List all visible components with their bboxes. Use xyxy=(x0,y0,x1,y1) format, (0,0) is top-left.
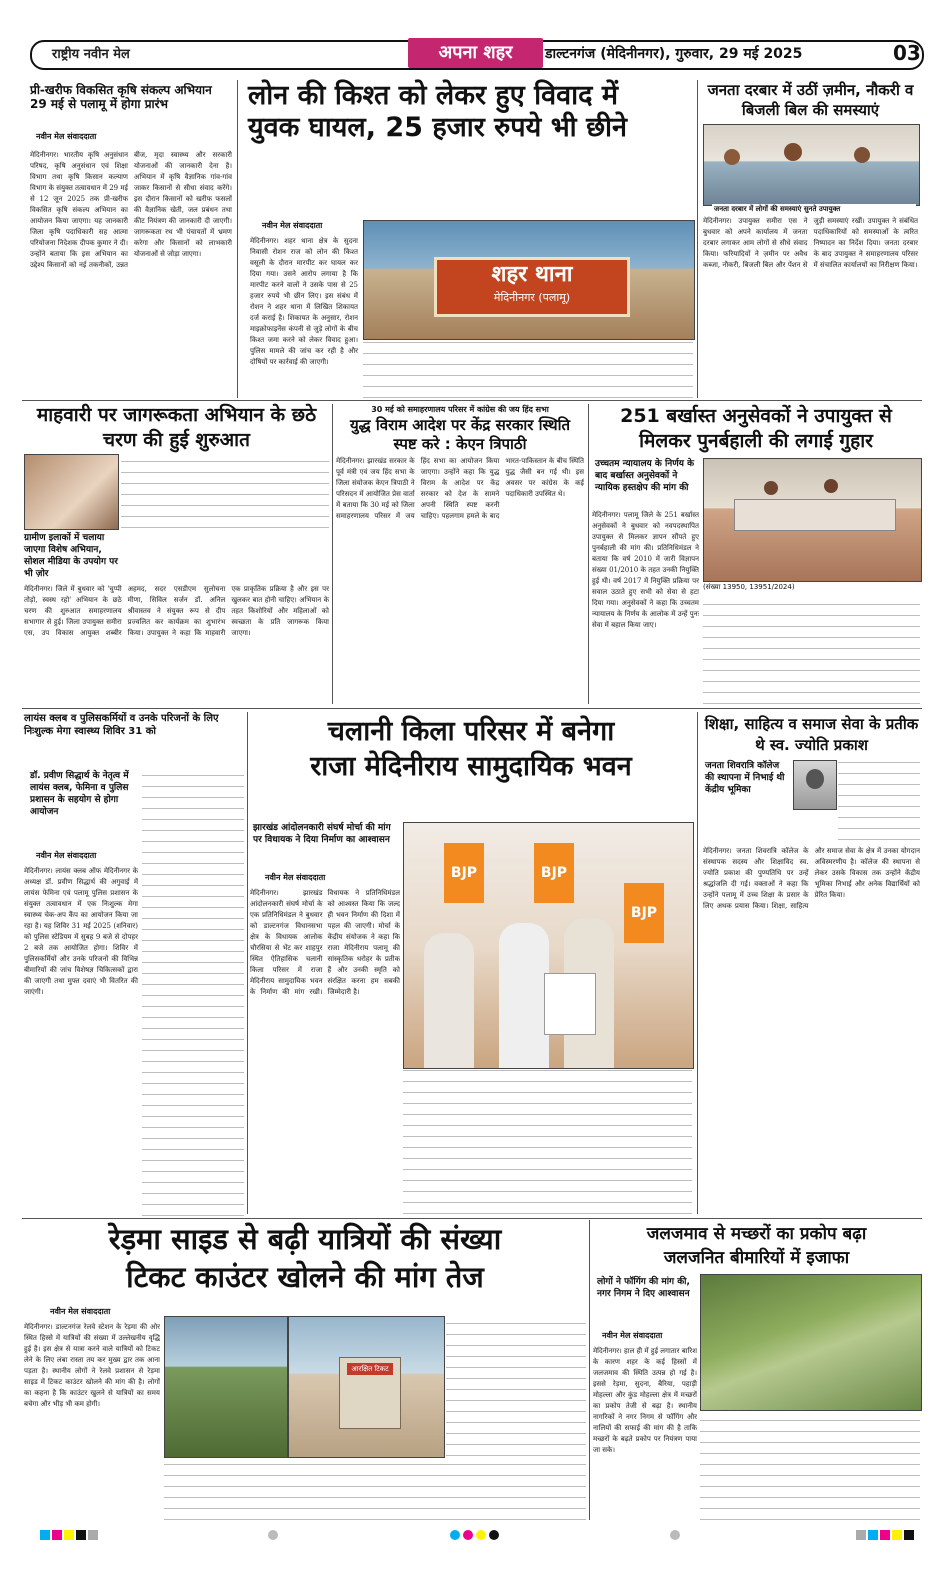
page-number: 03 xyxy=(893,41,921,65)
mahavari-body-top xyxy=(121,454,329,528)
rail-body-bottom xyxy=(164,1460,586,1520)
congress-kicker: 30 मई को समाहरणालय परिसर में कांग्रेस की जय हिंद सभा xyxy=(371,405,549,414)
print-mark xyxy=(52,1530,62,1540)
column-divider xyxy=(697,712,698,1214)
column-divider xyxy=(589,1220,590,1520)
jaljamav-headline-line2: जलजनित बीमारियों में इजाफा xyxy=(663,1248,850,1268)
lions-body-continued xyxy=(142,770,244,1216)
print-mark xyxy=(868,1530,878,1540)
bhawan-body-continued xyxy=(403,1070,692,1214)
counter-sign: आरक्षित टिकट xyxy=(347,1363,393,1375)
rail-headline xyxy=(24,1220,586,1296)
jaljamav-headline xyxy=(593,1222,920,1270)
rail-body-right xyxy=(446,1316,586,1456)
lions-sub: डॉ. प्रवीण सिद्धार्थ के नेतृत्व में लायंस क्लब, फेमिना व पुलिस प्रशासन के सहयोग से होगा आयोजन xyxy=(30,771,129,817)
print-mark xyxy=(892,1530,902,1540)
dateline: डाल्टनगंज (मेदिनीनगर), गुरुवार, 29 मई 2025 xyxy=(545,46,803,62)
jaljamav-byline: नवीन मेल संवाददाता xyxy=(602,1331,663,1340)
print-mark xyxy=(880,1530,890,1540)
krishi-headline: प्री-खरीफ विकसित कृषि संकल्प अभियान 29 मई से पलामू में होगा प्रारंभ xyxy=(30,83,212,111)
row-divider xyxy=(22,708,922,709)
rail-byline: नवीन मेल संवाददाता xyxy=(50,1307,111,1316)
lions-byline: नवीन मेल संवाददाता xyxy=(36,851,97,860)
jyoti-headline: शिक्षा, साहित्य व समाज सेवा के प्रतीक थे स्व. ज्योति प्रकाश xyxy=(704,715,919,754)
bhawan-headline xyxy=(250,714,692,784)
krishi-byline: नवीन मेल संवाददाता xyxy=(36,132,97,141)
register-dot xyxy=(450,1530,460,1540)
janta-body: मेदिनीनगर। उपायुक्त समीरा एस ने बुधवार को अपने कार्यालय में जनता दरबार लगाकर आम लोगों से सीधे संवाद किया। फरियादियों ने ज़मीन पर अवैध कब्जा, नौकरी, बिजली बिल और पेंशन से जुड़ी समस्याएं रखीं। उपायुक्त ने संबंधित पदाधिकारियों को समस्याओं के त्वरित निष्पादन का निर्देश दिया। जनता दरबार के बाद उपायुक्त ने समाहरणालय परिसर में संचालित कार्यालयों का निरीक्षण किया। xyxy=(703,217,918,269)
masthead-logo: राष्ट्रीय नवीन मेल xyxy=(52,47,130,62)
story251-caption: (संख्या 13950, 13951/2024) xyxy=(703,583,795,591)
jaljamav-body: मेदिनीनगर। हाल ही में हुई लगातार बारिश के कारण शहर के कई हिस्सों में जलजमाव की स्थिति उत्पन्न हो गई है। इससे रेड़मा, सुदना, बैरिया, पहाड़ी मोहल्ला और कुंड मोहल्ला क्षेत्र में मच्छरों का प्रकोप तेजी से बढ़ा है। स्थानीय नागरिकों ने नगर निगम से फॉगिंग और नालियों की सफाई की मांग की है ताकि मच्छरों के बढ़ते प्रकोप पर नियंत्रण पाया जा सके। xyxy=(593,1347,697,1454)
jaljamav-sub: लोगों ने फॉगिंग की मांग की, नगर निगम ने दिए आश्वासन xyxy=(597,1277,690,1299)
story251-body-continued xyxy=(703,594,920,704)
congress-headline: युद्ध विराम आदेश पर केंद्र सरकार स्थिति स्पष्ट करे : केएन त्रिपाठी xyxy=(349,416,571,453)
police-sign-text: शहर थाना xyxy=(491,262,573,287)
print-mark xyxy=(856,1530,866,1540)
loan-headline xyxy=(248,80,693,144)
column-divider xyxy=(237,80,238,398)
loan-body: मेदिनीनगर। शहर थाना क्षेत्र के सुदना निवासी रोशन राज को लोन की किश्त वसूली के दौरान मारपीट कर घायल कर दिया गया। उसने आरोप लगाया है कि मारपीट करने वालों ने उसके पास से 25 हजार रुपये भी छीन लिए। इस संबंध में रोशन ने शहर थाना में लिखित शिकायत दर्ज कराई है। शिकायत के अनुसार, रोशन माइक्रोफाइनेंस कंपनी से जुड़े लोगों के बीच किश्त जमा करने को लेकर विवाद हुआ। पुलिस मामले की जांच कर रही है और दोषियों पर कार्रवाई की जाएगी। xyxy=(250,237,358,366)
story251-headline: 251 बर्खास्त अनुसेवकों ने उपायुक्त से मिलकर पुनर्बहाली की लगाई गुहार xyxy=(620,405,892,452)
bjp-banner-3: BJP xyxy=(624,883,664,943)
loan-headline-line1: लोन की किश्त को लेकर हुए विवाद में xyxy=(248,80,618,111)
loan-byline: नवीन मेल संवाददाता xyxy=(262,221,323,230)
police-sign-subtext: मेदिनीनगर (पलामू) xyxy=(493,291,571,304)
mahavari-headline: माहवारी पर जागरूकता अभियान के छठे चरण की हुई शुरुआत xyxy=(36,404,317,451)
print-mark xyxy=(64,1530,74,1540)
jaljamav-body-continued xyxy=(700,1414,920,1520)
section-tab: अपना शहर xyxy=(408,38,543,68)
mahavari-sub: ग्रामीण इलाकों में चलाया जाएगा विशेष अभियान, सोशल मीडिया के उपयोग पर भी ज़ोर xyxy=(24,533,118,579)
jyoti-sub: जनता शिवरात्रि कॉलेज की स्थापना में निभाई थी केंद्रीय भूमिका xyxy=(705,761,785,795)
mahavari-photo xyxy=(24,454,119,530)
janta-darbar-photo xyxy=(703,124,920,206)
story251-sub: उच्चतम न्यायालय के निर्णय के बाद बर्खास्त अनुसेवकों ने न्यायिक हस्तक्षेप की मांग की xyxy=(595,459,695,493)
bhawan-body: मेदिनीनगर। झारखंड आंदोलनकारी संघर्ष मोर्चा के एक प्रतिनिधिमंडल ने बुधवार को डाल्टनगंज विधानसभा क्षेत्र के विधायक आलोक चौरसिया से भेंट कर शाहपुर स्थित ऐतिहासिक चलानी किला परिसर में राजा मेदिनीराय सामुदायिक भवन के निर्माण की मांग रखी। विधायक ने प्रतिनिधिमंडल को आश्वस्त किया कि जल्द ही भवन निर्माण की दिशा में पहल की जाएगी। मोर्चा के केंद्रीय संयोजक ने कहा कि राजा मेदिनीराय पलामू की सांस्कृतिक धरोहर के प्रतीक हैं और उनकी स्मृति को संरक्षित करना हम सबकी जिम्मेदारी है। xyxy=(250,889,400,996)
waterlogging-photo xyxy=(700,1274,922,1411)
rail-track-photo xyxy=(164,1316,288,1458)
jyoti-portrait xyxy=(793,760,837,810)
register-dot xyxy=(463,1530,473,1540)
bhawan-byline: नवीन मेल संवाददाता xyxy=(265,873,326,882)
bjp-banner-1: BJP xyxy=(444,843,484,903)
bhawan-sub: झारखंड आंदोलनकारी संघर्ष मोर्चा की मांग पर विधायक ने दिया निर्माण का आश्वासन xyxy=(253,823,391,845)
column-divider xyxy=(332,404,333,704)
register-dot xyxy=(268,1530,278,1540)
lions-body: मेदिनीनगर। लायंस क्लब ऑफ मेदिनीनगर के अध्यक्ष डॉ. प्रवीण सिद्धार्थ की अगुवाई में लायंस फेमिना एवं पलामू पुलिस प्रशासन के संयुक्त तत्वावधान में एक निःशुल्क मेगा स्वास्थ्य चेक-अप कैंप का आयोजन किया जा रहा है। यह शिविर 31 मई 2025 (शनिवार) को पुलिस स्टेडियम में सुबह 9 बजे से दोपहर 2 बजे तक आयोजित होगा। शिविर में पुलिसकर्मियों और उनके परिजनों की विभिन्न बीमारियों की जांच विशेषज्ञ चिकित्सकों द्वारा की जाएगी तथा मुफ्त दवाएं भी वितरित की जाएंगी। xyxy=(24,867,138,996)
janta-headline: जनता दरबार में उठीं ज़मीन, नौकरी व बिजली बिल की समस्याएं xyxy=(707,81,914,119)
row-divider xyxy=(22,400,922,401)
story251-body: मेदिनीनगर। पलामू जिले के 251 बर्खास्त अनुसेवकों ने बुधवार को नवपदस्थापित उपायुक्त से मिलकर ज्ञापन सौंपते हुए पुनर्बहाली की मांग की। प्रतिनिधिमंडल ने बताया कि वर्ष 2010 में जारी विज्ञापन संख्या 01/2010 के तहत उनकी नियुक्ति हुई थी। वर्ष 2017 में नियुक्ति प्रक्रिया पर सवाल उठाते हुए सभी को सेवा से हटा दिया गया। अनुसेवकों ने कहा कि उच्चतम न्यायालय के निर्णय के आलोक में उन्हें पुनः सेवा में बहाल किया जाए। xyxy=(592,511,699,629)
bjp-banner-2: BJP xyxy=(534,843,574,903)
rail-headline-line2: टिकट काउंटर खोलने की मांग तेज xyxy=(126,1260,484,1294)
row-divider xyxy=(22,1218,922,1219)
rail-counter-photo xyxy=(288,1316,445,1458)
bhawan-headline-line1: चलानी किला परिसर में बनेगा xyxy=(327,716,615,747)
police-station-photo xyxy=(363,220,695,340)
jaljamav-headline-line1: जलजमाव से मच्छरों का प्रकोप बढ़ा xyxy=(646,1224,867,1244)
rail-headline-line1: रेड़मा साइड से बढ़ी यात्रियों की संख्या xyxy=(108,1222,502,1256)
krishi-body: मेदिनीनगर। भारतीय कृषि अनुसंधान परिषद, कृषि अनुसंधान एवं शिक्षा विभाग तथा कृषि किसान कल्याण विभाग के संयुक्त तत्वावधान में 29 मई से 12 जून 2025 तक प्री-खरीफ विकसित कृषि संकल्प अभियान का आयोजन किया जाएगा। यह जानकारी जिला कृषि पदाधिकारी सह आत्मा परियोजना निदेशक दीपक कुमार ने दी। उन्होंने बताया कि इस अभियान का उद्देश्य किसानों को नई तकनीकों, उन्नत बीज, मृदा स्वास्थ्य और सरकारी योजनाओं की जानकारी देना है। अभियान में कृषि वैज्ञानिक गांव-गांव जाकर किसानों से सीधा संवाद करेंगे। इस दौरान किसानों को खरीफ फसलों की वैज्ञानिक खेती, जल प्रबंधन तथा कीट नियंत्रण की जानकारी दी जाएगी। जागरूकता रथ भी पंचायतों में भ्रमण करेगा और किसानों को लाभकारी योजनाओं से जोड़ा जाएगा। xyxy=(30,151,232,269)
print-mark xyxy=(76,1530,86,1540)
bhawan-photo xyxy=(403,822,694,1069)
print-mark xyxy=(40,1530,50,1540)
mahavari-body: मेदिनीनगर। जिले में बुधवार को 'चुप्पी तोड़ो, स्वस्थ रहो' अभियान के छठे चरण की शुरुआत समाहरणालय सभागार से हुई। जिला उपायुक्त समीरा एस, उप विकास आयुक्त शब्बीर अहमद, सदर एसडीएम सुलोचना मीणा, सिविल सर्जन डॉ. अनिल श्रीवास्तव ने संयुक्त रूप से दीप प्रज्वलित कर कार्यक्रम का शुभारंभ किया। उपायुक्त ने कहा कि माहवारी एक प्राकृतिक प्रक्रिया है और इस पर खुलकर बात होनी चाहिए। अभियान के तहत किशोरियों और महिलाओं को स्वच्छता के प्रति जागरूक किया जाएगा। xyxy=(24,585,329,637)
rail-body: मेदिनीनगर। डाल्टनगंज रेलवे स्टेशन के रेड़मा की ओर स्थित हिस्से में यात्रियों की संख्या में उल्लेखनीय वृद्धि हुई है। इस क्षेत्र से यात्रा करने वाले यात्रियों को टिकट लेने के लिए लंबा रास्ता तय कर मुख्य द्वार तक आना पड़ता है। स्थानीय लोगों ने रेलवे प्रशासन से रेड़मा साइड में टिकट काउंटर खोलने की मांग की है। लोगों का कहना है कि काउंटर खुलने से यात्रियों का समय बचेगा और भीड़ भी कम होगी। xyxy=(24,1323,160,1408)
lions-headline: लायंस क्लब व पुलिसकर्मियों व उनके परिजनों के लिए निःशुल्क मेगा स्वास्थ्य शिविर 31 को xyxy=(24,713,219,737)
janta-caption: जनता दरबार में लोगों की समस्याएं सुनते उपायुक्त xyxy=(712,204,916,215)
column-divider xyxy=(697,80,698,398)
jyoti-body-top xyxy=(838,760,920,840)
column-divider xyxy=(247,712,248,1214)
print-mark xyxy=(88,1530,98,1540)
bhawan-headline-line2: राजा मेदिनीराय सामुदायिक भवन xyxy=(310,751,632,782)
register-dot xyxy=(489,1530,499,1540)
register-dot xyxy=(476,1530,486,1540)
register-dot xyxy=(670,1530,680,1540)
loan-headline-line2: युवक घायल, 25 हजार रुपये भी छीने xyxy=(248,112,627,143)
column-divider xyxy=(588,404,589,704)
loan-body-continued xyxy=(363,342,693,398)
print-mark xyxy=(904,1530,914,1540)
story251-photo xyxy=(703,458,922,582)
jyoti-body: मेदिनीनगर। जनता शिवरात्रि कॉलेज के संस्थापक सदस्य और शिक्षाविद स्व. ज्योति प्रकाश की पुण्यतिथि पर उन्हें श्रद्धांजलि दी गई। वक्ताओं ने कहा कि उन्होंने पलामू में उच्च शिक्षा के प्रसार के लिए अथक प्रयास किया। शिक्षा, साहित्य और समाज सेवा के क्षेत्र में उनका योगदान अविस्मरणीय है। कॉलेज की स्थापना से लेकर उसके विकास तक उन्होंने केंद्रीय भूमिका निभाई और अनेक विद्यार्थियों को प्रेरित किया। xyxy=(703,847,920,910)
congress-body: मेदिनीनगर। झारखंड सरकार के पूर्व मंत्री एवं जय हिंद सभा के जिला संयोजक केएन त्रिपाठी ने परिसदन में आयोजित प्रेस वार्ता में बताया कि 30 मई को जिला समाहरणालय परिसर में जय हिंद सभा का आयोजन किया जाएगा। उन्होंने कहा कि युद्ध विराम के आदेश पर केंद्र सरकार को देश के सामने अपनी स्थिति स्पष्ट करनी चाहिए। पहलगाम हमले के बाद भारत-पाकिस्तान के बीच स्थिति युद्ध जैसी बन गई थी। इस अवसर पर कांग्रेस के कई पदाधिकारी उपस्थित थे। xyxy=(336,457,584,520)
